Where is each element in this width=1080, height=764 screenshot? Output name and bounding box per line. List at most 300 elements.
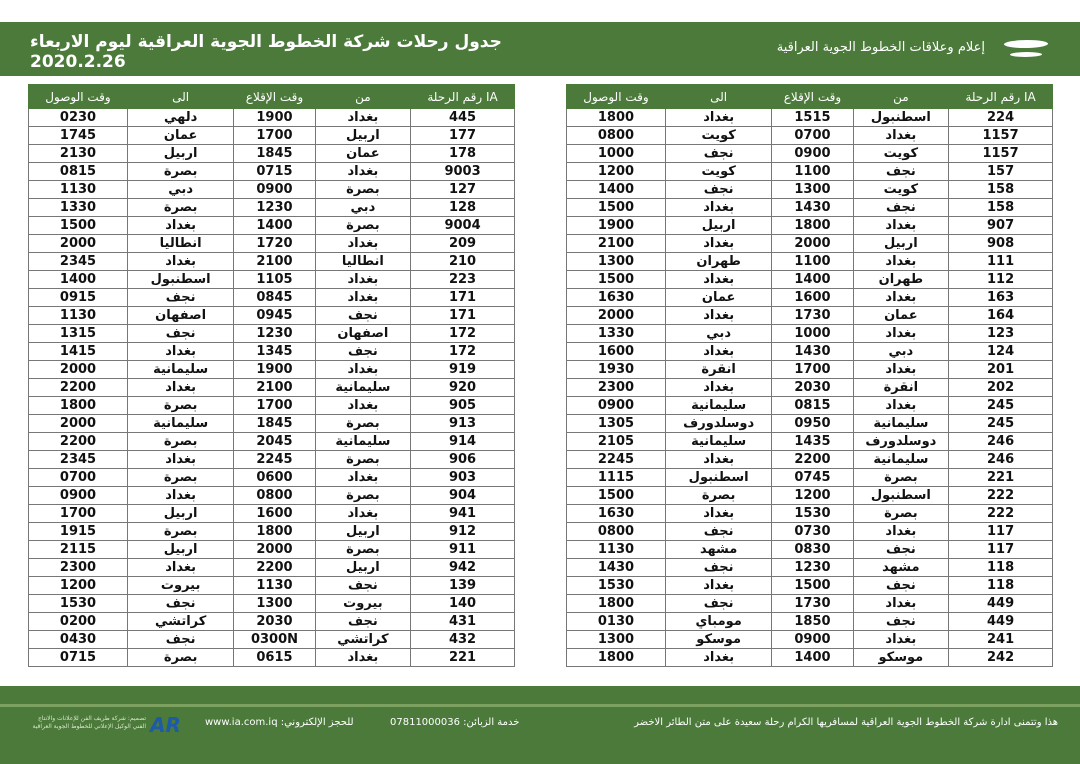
- flight-cell: 9003: [411, 163, 515, 181]
- departure-cell: 1400: [772, 271, 853, 289]
- to-cell: سليمانية: [665, 433, 771, 451]
- table-row: [29, 541, 515, 559]
- ar-logo-text: AR: [150, 713, 181, 737]
- to-cell: اربيل: [128, 145, 234, 163]
- from-cell: نجف: [853, 541, 949, 559]
- departure-cell: 2045: [234, 433, 315, 451]
- from-cell: بغداد: [853, 361, 949, 379]
- arrival-cell: 1700: [29, 505, 128, 523]
- flight-cell: 241: [949, 631, 1053, 649]
- to-cell: نجف: [128, 289, 234, 307]
- page-header: [0, 22, 1080, 76]
- to-cell: اربيل: [128, 505, 234, 523]
- flight-cell: 222: [949, 487, 1053, 505]
- col-from: من: [315, 85, 410, 109]
- table-row: [29, 145, 515, 163]
- table-row: [29, 631, 515, 649]
- table-row: [567, 559, 1053, 577]
- from-cell: بصرة: [315, 415, 410, 433]
- table-row: [29, 163, 515, 181]
- to-cell: نجف: [128, 325, 234, 343]
- col-arrival: وقت الوصول: [567, 85, 666, 109]
- table-row: [567, 541, 1053, 559]
- to-cell: بغداد: [665, 649, 771, 667]
- to-cell: سليمانية: [665, 397, 771, 415]
- table-row: [567, 307, 1053, 325]
- arrival-cell: 1500: [567, 487, 666, 505]
- to-cell: بصرة: [128, 199, 234, 217]
- from-cell: سليمانية: [853, 415, 949, 433]
- arrival-cell: 0130: [567, 613, 666, 631]
- to-cell: نجف: [665, 523, 771, 541]
- from-cell: نجف: [853, 577, 949, 595]
- flight-cell: 164: [949, 307, 1053, 325]
- to-cell: نجف: [665, 181, 771, 199]
- to-cell: بصرة: [665, 487, 771, 505]
- table-row: [567, 361, 1053, 379]
- arrival-cell: 1400: [567, 181, 666, 199]
- to-cell: بغداد: [128, 559, 234, 577]
- flight-cell: 221: [411, 649, 515, 667]
- departure-cell: 1430: [772, 199, 853, 217]
- departure-cell: 1700: [234, 127, 315, 145]
- flight-cell: 912: [411, 523, 515, 541]
- table-row: [29, 109, 515, 127]
- ar-logo: [150, 713, 190, 737]
- flight-cell: 112: [949, 271, 1053, 289]
- table-row: [29, 487, 515, 505]
- departure-cell: 2100: [234, 253, 315, 271]
- flight-cell: 128: [411, 199, 515, 217]
- to-cell: بغداد: [128, 343, 234, 361]
- to-cell: كويت: [665, 127, 771, 145]
- from-cell: بصرة: [853, 469, 949, 487]
- to-cell: بصرة: [128, 469, 234, 487]
- from-cell: بغداد: [853, 289, 949, 307]
- arrival-cell: 1930: [567, 361, 666, 379]
- arrival-cell: 1800: [567, 595, 666, 613]
- to-cell: نجف: [665, 559, 771, 577]
- arrival-cell: 2245: [567, 451, 666, 469]
- to-cell: اسطنبول: [665, 469, 771, 487]
- flight-cell: 172: [411, 325, 515, 343]
- from-cell: بغداد: [315, 469, 410, 487]
- from-cell: بصرة: [315, 181, 410, 199]
- flight-cell: 158: [949, 181, 1053, 199]
- to-cell: طهران: [665, 253, 771, 271]
- departure-cell: 1600: [234, 505, 315, 523]
- from-cell: بغداد: [853, 523, 949, 541]
- from-cell: دوسلدورف: [853, 433, 949, 451]
- col-arrival: وقت الوصول: [29, 85, 128, 109]
- flight-cell: 221: [949, 469, 1053, 487]
- departure-cell: 0845: [234, 289, 315, 307]
- to-cell: انطاليا: [128, 235, 234, 253]
- from-cell: دبي: [853, 343, 949, 361]
- arrival-cell: 1600: [567, 343, 666, 361]
- flight-cell: 908: [949, 235, 1053, 253]
- table-row: [29, 217, 515, 235]
- flight-cell: 140: [411, 595, 515, 613]
- flight-cell: 222: [949, 505, 1053, 523]
- to-cell: كراتشي: [128, 613, 234, 631]
- to-cell: بغداد: [665, 451, 771, 469]
- arrival-cell: 0430: [29, 631, 128, 649]
- to-cell: بصرة: [128, 397, 234, 415]
- departure-cell: 1000: [772, 325, 853, 343]
- flights-table-left: [28, 84, 515, 667]
- departure-cell: 0900: [234, 181, 315, 199]
- flight-cell: 911: [411, 541, 515, 559]
- table-row: [29, 397, 515, 415]
- departure-cell: 0700: [772, 127, 853, 145]
- arrival-cell: 0800: [567, 127, 666, 145]
- flights-table-right: [566, 84, 1053, 667]
- departure-cell: 0830: [772, 541, 853, 559]
- to-cell: سليمانية: [128, 415, 234, 433]
- to-cell: موسكو: [665, 631, 771, 649]
- from-cell: بغداد: [315, 235, 410, 253]
- from-cell: نجف: [853, 199, 949, 217]
- arrival-cell: 0200: [29, 613, 128, 631]
- flight-cell: 242: [949, 649, 1053, 667]
- table-row: [29, 127, 515, 145]
- col-flight: رقم الرحلة IA: [411, 85, 515, 109]
- col-flight: رقم الرحلة IA: [949, 85, 1053, 109]
- arrival-cell: 1530: [567, 577, 666, 595]
- arrival-cell: 2000: [29, 235, 128, 253]
- table-header-row: [567, 85, 1053, 109]
- table-row: [567, 271, 1053, 289]
- table-row: [567, 397, 1053, 415]
- departure-cell: 0615: [234, 649, 315, 667]
- flight-cell: 907: [949, 217, 1053, 235]
- table-row: [29, 199, 515, 217]
- departure-cell: 1800: [234, 523, 315, 541]
- from-cell: نجف: [315, 613, 410, 631]
- flight-cell: 920: [411, 379, 515, 397]
- flight-cell: 201: [949, 361, 1053, 379]
- arrival-cell: 1800: [29, 397, 128, 415]
- flight-cell: 124: [949, 343, 1053, 361]
- departure-cell: 0800: [234, 487, 315, 505]
- arrival-cell: 2115: [29, 541, 128, 559]
- table-row: [567, 487, 1053, 505]
- to-cell: دبي: [128, 181, 234, 199]
- departure-cell: 0300N: [234, 631, 315, 649]
- to-cell: بغداد: [128, 253, 234, 271]
- to-cell: بغداد: [665, 343, 771, 361]
- to-cell: اسطنبول: [128, 271, 234, 289]
- to-cell: نجف: [128, 595, 234, 613]
- flight-cell: 163: [949, 289, 1053, 307]
- from-cell: بغداد: [853, 217, 949, 235]
- flight-cell: 919: [411, 361, 515, 379]
- departure-cell: 0900: [772, 631, 853, 649]
- departure-cell: 2100: [234, 379, 315, 397]
- to-cell: بصرة: [128, 433, 234, 451]
- table-row: [29, 271, 515, 289]
- arrival-cell: 0715: [29, 649, 128, 667]
- from-cell: بصرة: [315, 541, 410, 559]
- departure-cell: 1435: [772, 433, 853, 451]
- arrival-cell: 1500: [567, 199, 666, 217]
- from-cell: نجف: [853, 163, 949, 181]
- flight-cell: 245: [949, 415, 1053, 433]
- from-cell: بغداد: [853, 325, 949, 343]
- to-cell: بغداد: [128, 451, 234, 469]
- from-cell: بغداد: [853, 631, 949, 649]
- departure-cell: 1400: [234, 217, 315, 235]
- from-cell: اصفهان: [315, 325, 410, 343]
- table-row: [567, 325, 1053, 343]
- flight-cell: 209: [411, 235, 515, 253]
- departure-cell: 1230: [234, 199, 315, 217]
- iraqi-airways-logo: [1000, 30, 1052, 70]
- flight-cell: 913: [411, 415, 515, 433]
- col-to: الى: [665, 85, 771, 109]
- from-cell: انقرة: [853, 379, 949, 397]
- table-row: [29, 343, 515, 361]
- from-cell: بغداد: [853, 595, 949, 613]
- table-row: [567, 289, 1053, 307]
- table-row: [567, 631, 1053, 649]
- to-cell: بغداد: [128, 379, 234, 397]
- departure-cell: 1600: [772, 289, 853, 307]
- table-row: [567, 145, 1053, 163]
- departure-cell: 0730: [772, 523, 853, 541]
- arrival-cell: 1115: [567, 469, 666, 487]
- flight-cell: 158: [949, 199, 1053, 217]
- departure-cell: 1845: [234, 415, 315, 433]
- flight-cell: 210: [411, 253, 515, 271]
- departure-cell: 1200: [772, 487, 853, 505]
- arrival-cell: 0800: [567, 523, 666, 541]
- table-row: [567, 109, 1053, 127]
- arrival-cell: 2105: [567, 433, 666, 451]
- departure-cell: 1900: [234, 109, 315, 127]
- departure-cell: 1720: [234, 235, 315, 253]
- departure-cell: 2030: [772, 379, 853, 397]
- arrival-cell: 0900: [567, 397, 666, 415]
- departure-cell: 1300: [772, 181, 853, 199]
- flight-cell: 246: [949, 433, 1053, 451]
- table-row: [29, 415, 515, 433]
- departure-cell: 2200: [772, 451, 853, 469]
- table-row: [567, 199, 1053, 217]
- table-row: [567, 577, 1053, 595]
- arrival-cell: 2130: [29, 145, 128, 163]
- col-to: الى: [128, 85, 234, 109]
- from-cell: بصرة: [315, 451, 410, 469]
- from-cell: بصرة: [315, 217, 410, 235]
- departure-cell: 1105: [234, 271, 315, 289]
- departure-cell: 0715: [234, 163, 315, 181]
- to-cell: بغداد: [665, 271, 771, 289]
- table-row: [567, 181, 1053, 199]
- departure-cell: 0600: [234, 469, 315, 487]
- flight-cell: 431: [411, 613, 515, 631]
- design-credit: تصميم: شركة طريف الفن للإعلانات والانتاج الفني الوكيل الإعلاني للخطوط الجوية العراقية: [32, 715, 146, 730]
- flight-cell: 449: [949, 595, 1053, 613]
- departure-cell: 1430: [772, 343, 853, 361]
- arrival-cell: 1305: [567, 415, 666, 433]
- to-cell: نجف: [665, 145, 771, 163]
- flight-cell: 127: [411, 181, 515, 199]
- from-cell: بغداد: [315, 361, 410, 379]
- to-cell: اربيل: [665, 217, 771, 235]
- arrival-cell: 0815: [29, 163, 128, 181]
- arrival-cell: 2345: [29, 451, 128, 469]
- table-row: [29, 361, 515, 379]
- table-row: [567, 415, 1053, 433]
- table-row: [29, 433, 515, 451]
- table-row: [29, 379, 515, 397]
- from-cell: اربيل: [315, 523, 410, 541]
- from-cell: اسطنبول: [853, 109, 949, 127]
- arrival-cell: 1900: [567, 217, 666, 235]
- table-row: [29, 289, 515, 307]
- flight-cell: 905: [411, 397, 515, 415]
- footer-message: هذا وتتمنى ادارة شركة الخطوط الجوية العراقية لمسافريها الكرام رحلة سعيدة على متن الطائر الاخضر: [634, 717, 1058, 728]
- departure-cell: 0815: [772, 397, 853, 415]
- departure-cell: 1700: [772, 361, 853, 379]
- from-cell: نجف: [315, 343, 410, 361]
- to-cell: بغداد: [128, 217, 234, 235]
- departure-cell: 1730: [772, 595, 853, 613]
- table-row: [567, 505, 1053, 523]
- arrival-cell: 1130: [29, 181, 128, 199]
- arrival-cell: 1800: [567, 649, 666, 667]
- flight-cell: 246: [949, 451, 1053, 469]
- arrival-cell: 1630: [567, 505, 666, 523]
- flight-cell: 177: [411, 127, 515, 145]
- to-cell: بغداد: [665, 307, 771, 325]
- flight-cell: 171: [411, 307, 515, 325]
- page-footer: [0, 707, 1080, 764]
- to-cell: بغداد: [665, 199, 771, 217]
- to-cell: بغداد: [665, 505, 771, 523]
- departure-cell: 1100: [772, 163, 853, 181]
- flight-cell: 904: [411, 487, 515, 505]
- table-row: [29, 181, 515, 199]
- table-row: [567, 613, 1053, 631]
- to-cell: نجف: [665, 595, 771, 613]
- table-row: [29, 577, 515, 595]
- arrival-cell: 2200: [29, 433, 128, 451]
- table-row: [567, 253, 1053, 271]
- from-cell: بغداد: [315, 505, 410, 523]
- flight-cell: 432: [411, 631, 515, 649]
- flight-cell: 449: [949, 613, 1053, 631]
- arrival-cell: 1530: [29, 595, 128, 613]
- table-row: [29, 325, 515, 343]
- to-cell: عمان: [665, 289, 771, 307]
- arrival-cell: 1130: [567, 541, 666, 559]
- to-cell: بصرة: [128, 163, 234, 181]
- table-row: [29, 253, 515, 271]
- flight-cell: 223: [411, 271, 515, 289]
- from-cell: نجف: [315, 307, 410, 325]
- table-row: [29, 451, 515, 469]
- table-row: [567, 523, 1053, 541]
- departure-cell: 1300: [234, 595, 315, 613]
- arrival-cell: 1630: [567, 289, 666, 307]
- table-row: [29, 595, 515, 613]
- flight-cell: 445: [411, 109, 515, 127]
- arrival-cell: 1430: [567, 559, 666, 577]
- departure-cell: 1515: [772, 109, 853, 127]
- from-cell: كويت: [853, 145, 949, 163]
- to-cell: دوسلدورف: [665, 415, 771, 433]
- flight-cell: 941: [411, 505, 515, 523]
- to-cell: مشهد: [665, 541, 771, 559]
- from-cell: عمان: [315, 145, 410, 163]
- arrival-cell: 2000: [29, 361, 128, 379]
- from-cell: انطاليا: [315, 253, 410, 271]
- flight-cell: 224: [949, 109, 1053, 127]
- flight-cell: 111: [949, 253, 1053, 271]
- arrival-cell: 1415: [29, 343, 128, 361]
- flight-cell: 118: [949, 577, 1053, 595]
- departure-cell: 0945: [234, 307, 315, 325]
- from-cell: بغداد: [315, 163, 410, 181]
- departure-cell: 1230: [234, 325, 315, 343]
- arrival-cell: 2000: [567, 307, 666, 325]
- flight-cell: 903: [411, 469, 515, 487]
- arrival-cell: 2100: [567, 235, 666, 253]
- departure-cell: 1400: [772, 649, 853, 667]
- from-cell: سليمانية: [853, 451, 949, 469]
- departure-cell: 1730: [772, 307, 853, 325]
- departure-cell: 0745: [772, 469, 853, 487]
- from-cell: بصرة: [853, 505, 949, 523]
- to-cell: مومباي: [665, 613, 771, 631]
- table-row: [567, 235, 1053, 253]
- table-row: [567, 469, 1053, 487]
- departure-cell: 1900: [234, 361, 315, 379]
- from-cell: عمان: [853, 307, 949, 325]
- flight-cell: 245: [949, 397, 1053, 415]
- departure-cell: 2000: [234, 541, 315, 559]
- departure-cell: 1100: [772, 253, 853, 271]
- flight-cell: 171: [411, 289, 515, 307]
- arrival-cell: 2000: [29, 415, 128, 433]
- arrival-cell: 1330: [567, 325, 666, 343]
- arrival-cell: 0700: [29, 469, 128, 487]
- to-cell: اصفهان: [128, 307, 234, 325]
- department-name: إعلام وعلاقات الخطوط الجوية العراقية: [776, 40, 985, 55]
- col-departure: وقت الإقلاع: [772, 85, 853, 109]
- arrival-cell: 1500: [29, 217, 128, 235]
- arrival-cell: 2300: [567, 379, 666, 397]
- to-cell: سليمانية: [128, 361, 234, 379]
- flight-cell: 942: [411, 559, 515, 577]
- page-title: جدول رحلات شركة الخطوط الجوية العراقية ليوم الاربعاء 2020.2.26: [30, 32, 502, 72]
- flight-cell: 178: [411, 145, 515, 163]
- arrival-cell: 1745: [29, 127, 128, 145]
- from-cell: كراتشي: [315, 631, 410, 649]
- table-row: [29, 559, 515, 577]
- flight-cell: 1157: [949, 127, 1053, 145]
- table-row: [567, 451, 1053, 469]
- from-cell: بغداد: [315, 271, 410, 289]
- col-departure: وقت الإقلاع: [234, 85, 315, 109]
- arrival-cell: 2300: [29, 559, 128, 577]
- to-cell: انقرة: [665, 361, 771, 379]
- booking-website-link[interactable]: للحجز الإلكتروني: www.ia.com.iq: [205, 717, 354, 728]
- departure-cell: 1230: [772, 559, 853, 577]
